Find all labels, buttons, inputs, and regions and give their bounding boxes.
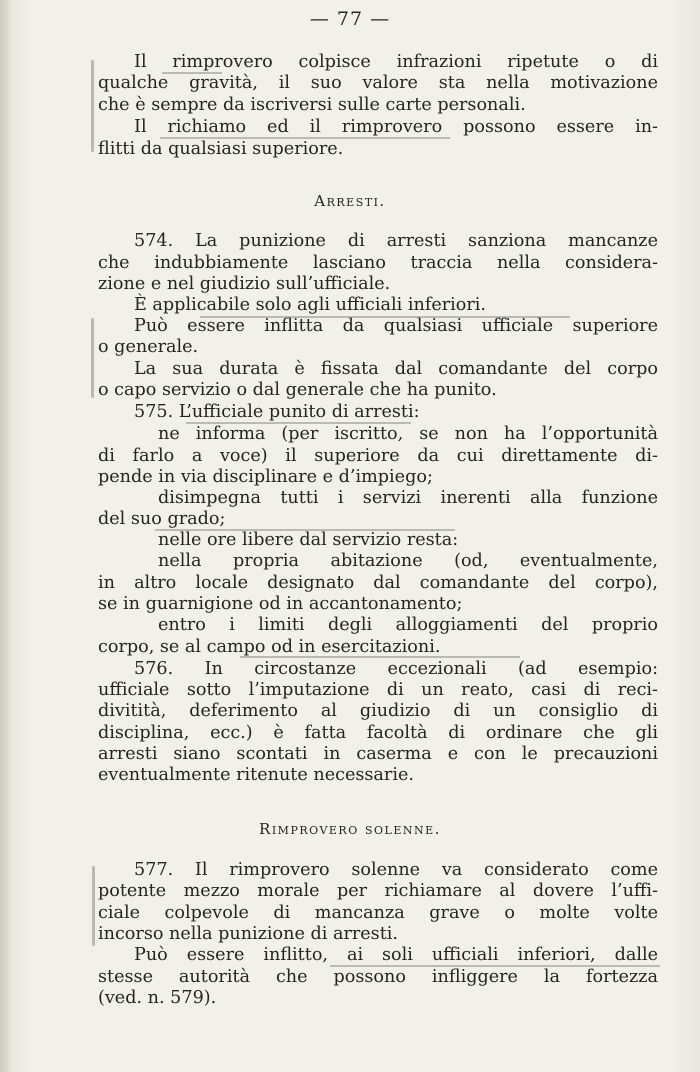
text-line: disimpegna tutti i servizi inerenti alla funzione xyxy=(158,488,658,508)
text-line: corpo, se al campo od in esercitazioni. xyxy=(98,637,441,657)
text-line: se in guarnigione od in accantonamento; xyxy=(98,594,463,614)
text-line: stesse autorità che possono infliggere la fortezza xyxy=(98,967,658,987)
text-line: Può essere inflitta da qualsiasi ufficiale superiore xyxy=(134,316,658,336)
text-line: potente mezzo morale per richiamare al dovere l’uffi- xyxy=(98,881,658,901)
text-line: (ved. n. 579). xyxy=(98,988,217,1008)
margin-pencil-mark xyxy=(91,60,94,152)
text-line: del suo grado; xyxy=(98,509,226,529)
text-line: 577. Il rimprovero solenne va considerato come xyxy=(134,860,658,880)
text-line: incorso nella punizione di arresti. xyxy=(98,924,399,944)
text-line: disciplina, ecc.) è fatta facoltà di ordinare che gli xyxy=(98,723,658,743)
pencil-underline xyxy=(160,137,450,139)
text-line: Il rimprovero colpisce infrazioni ripetute o di xyxy=(134,52,658,72)
text-line: che indubbiamente lasciano traccia nella considera- xyxy=(98,253,658,273)
text-line: in altro locale designato dal comandante del corpo), xyxy=(98,573,658,593)
text-line: ciale colpevole di mancanza grave o molte volte xyxy=(98,903,658,923)
section-heading-rimprovero-solenne: Rimprovero solenne. xyxy=(259,820,441,838)
pencil-underline xyxy=(200,316,570,318)
pencil-underline xyxy=(162,72,222,74)
text-line: eventualmente ritenute necessarie. xyxy=(98,765,414,785)
text-line: arresti siano scontati in caserma e con le precauzioni xyxy=(98,744,658,764)
text-line: Può essere inflitto, ai soli ufficiali inferiori, dalle xyxy=(134,945,658,965)
text-line: È applicabile solo agli ufficiali inferiori. xyxy=(134,295,487,315)
text-line: La sua durata è fissata dal comandante del corpo xyxy=(134,359,658,379)
margin-pencil-mark xyxy=(91,318,94,398)
pencil-underline xyxy=(330,965,660,967)
text-line: nelle ore libere dal servizio resta: xyxy=(158,530,459,550)
text-line: ne informa (per iscritto, se non ha l’opportunità xyxy=(158,424,658,444)
text-line: Il richiamo ed il rimprovero possono essere in- xyxy=(134,117,658,137)
text-line: nella propria abitazione (od, eventualmente, xyxy=(158,551,658,571)
section-heading-arresti: Arresti. xyxy=(314,192,386,210)
text-line: pende in via disciplinare e d’impiego; xyxy=(98,467,433,487)
text-line: o generale. xyxy=(98,337,199,357)
pencil-underline xyxy=(240,656,520,658)
text-line: 576. In circostanze eccezionali (ad esempio: xyxy=(134,659,658,679)
pencil-underline xyxy=(186,422,411,424)
text-line: entro i limiti degli alloggiamenti del proprio xyxy=(158,615,658,635)
text-line: che è sempre da iscriversi sulle carte personali. xyxy=(98,95,526,115)
text-line: divitità, deferimento al giudizio di un consiglio di xyxy=(98,701,658,721)
text-line: di farlo a voce) il superiore da cui direttamente di- xyxy=(98,446,658,466)
text-line: zione e nel giudizio sull’ufficiale. xyxy=(98,274,391,294)
text-line: 574. La punizione di arresti sanziona mancanze xyxy=(134,231,658,251)
margin-pencil-mark xyxy=(92,866,95,946)
text-line: qualche gravità, il suo valore sta nella motivazione xyxy=(98,73,658,93)
page-spine-shadow xyxy=(0,0,12,1072)
text-line: o capo servizio o dal generale che ha punito. xyxy=(98,380,497,400)
text-line: flitti da qualsiasi superiore. xyxy=(98,139,344,159)
page-number: — 77 — xyxy=(309,8,391,30)
text-line: ufficiale sotto l’imputazione di un reato, casi di reci- xyxy=(98,680,658,700)
pencil-underline xyxy=(155,529,455,531)
text-line: 575. L’ufficiale punito di arresti: xyxy=(134,402,420,422)
